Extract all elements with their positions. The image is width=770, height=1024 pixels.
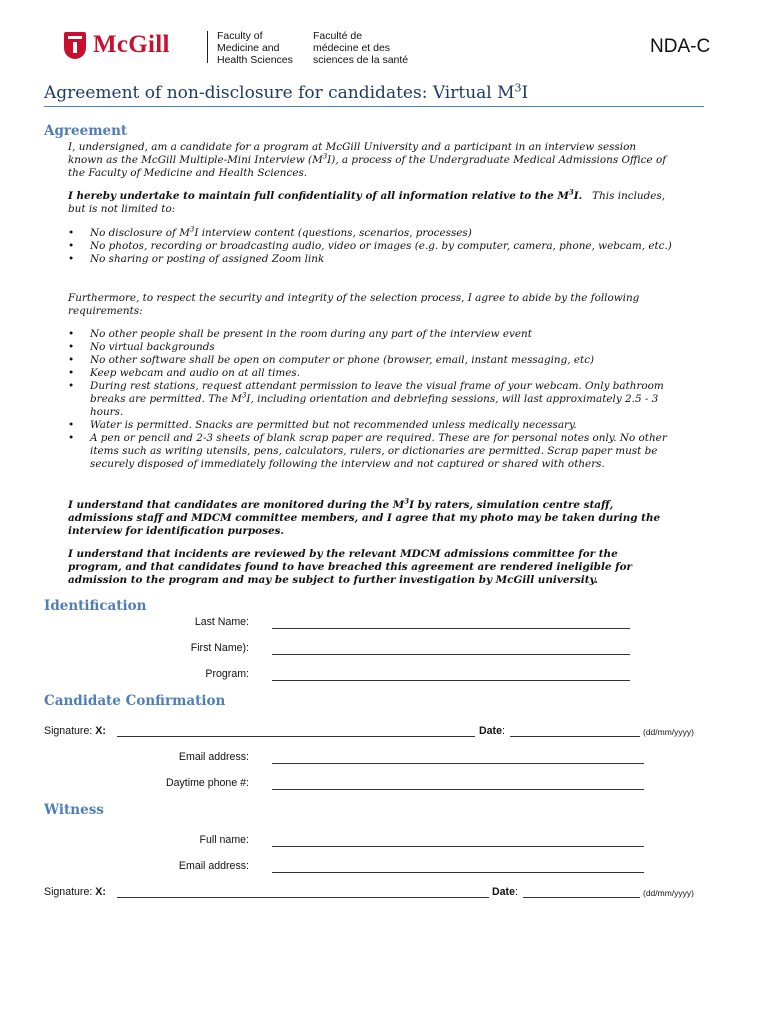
signature-x-mark: X: <box>95 886 106 898</box>
intro-text-end: I), a process of the Undergraduate Medical Admissions Office of the Faculty of Medicine and Health Sciences. <box>68 154 667 179</box>
bullet-superscript: 3 <box>189 225 195 234</box>
monitoring-paragraph <box>68 496 674 538</box>
incidents-paragraph <box>68 548 674 587</box>
undertaking-bold-end: I. <box>573 190 583 202</box>
req-superscript: 3 <box>241 391 247 400</box>
witness-date-label <box>492 886 518 898</box>
list-item: • No other software shall be open on computer or phone (browser, email, instant messaging, etc) <box>68 354 674 367</box>
witness-email-field[interactable] <box>272 872 644 873</box>
program-label: Program: <box>205 668 249 680</box>
bullet-text: No disclosure of M <box>90 227 190 239</box>
candidate-signature-label <box>44 725 106 737</box>
witness-signature-label <box>44 886 106 898</box>
requirements-list <box>68 328 674 471</box>
disclosure-list <box>68 227 674 266</box>
candidate-confirmation-heading: Candidate Confirmation <box>44 693 226 709</box>
undertaking-bold: I hereby undertake to maintain full confidentiality of all information relative to the M <box>68 190 569 202</box>
witness-signature-field[interactable] <box>117 897 489 898</box>
identification-heading: Identification <box>44 598 147 614</box>
title-text: Agreement of non-disclosure for candidates: Virtual M <box>44 83 515 103</box>
first-name-field[interactable] <box>272 654 630 655</box>
faculty-en-line: Medicine and <box>217 42 280 54</box>
list-item: • No virtual backgrounds <box>68 341 674 354</box>
mcgill-logo <box>64 31 170 59</box>
faculty-en-line: Health Sciences <box>217 54 293 66</box>
faculty-fr-line: sciences de la santé <box>313 54 409 66</box>
candidate-signature-field[interactable] <box>117 736 475 737</box>
faculty-name-english <box>217 30 293 66</box>
list-item: • Keep webcam and audio on at all times. <box>68 367 674 380</box>
title-underline <box>44 106 704 107</box>
date-colon: : <box>514 886 518 898</box>
incidents-text: I understand that incidents are reviewed by the relevant MDCM admissions committee for the program, and that candidates found to have breached this agreement are rendered ineligible for admission to the program and may be subject to further investigation by McGill university. <box>68 548 632 586</box>
date-label-text: Date <box>492 886 515 898</box>
candidate-date-field[interactable] <box>510 736 640 737</box>
title-superscript: 3 <box>514 81 522 95</box>
req-text: During rest stations, request attendant permission to leave the visual frame of your webcam. Only bathroom breaks are permitted. The M <box>90 380 664 405</box>
candidate-date-label <box>479 725 505 737</box>
last-name-field[interactable] <box>272 628 630 629</box>
mcgill-crest-icon <box>64 32 86 59</box>
list-item: • No sharing or posting of assigned Zoom link <box>68 253 674 266</box>
date-colon: : <box>501 725 505 737</box>
agreement-intro <box>68 141 674 180</box>
program-field[interactable] <box>272 680 630 681</box>
last-name-label: Last Name: <box>194 616 249 628</box>
witness-name-field[interactable] <box>272 846 644 847</box>
list-item: • Water is permitted. Snacks are permitted but not recommended unless medically necessary. <box>68 419 674 432</box>
bullet-text-end: I interview content (questions, scenarios, processes) <box>194 227 472 239</box>
logo-wordmark: McGill <box>93 31 170 58</box>
faculty-en-line: Faculty of <box>217 30 263 42</box>
list-item: • A pen or pencil and 2-3 sheets of blank scrap paper are required. These are for personal notes only. No other items such as writing utensils, pens, calculators, rulers, or dictionaries are permitted. Scrap paper must be securely disposed of immediately following the interview and not captured or shared with others. <box>68 432 674 471</box>
header-divider <box>207 31 208 63</box>
signature-label-text: Signature: <box>44 886 96 898</box>
title-suffix: I <box>521 83 529 103</box>
req-text-end: I, including orientation and debriefing sessions, will last approximately 2.5 - 3 hours. <box>90 393 659 418</box>
monitor-text-end: I by raters, simulation centre staff, admissions staff and MDCM committee members, and I agree that my photo may be taken during the interview for identification purposes. <box>68 499 661 537</box>
intro-superscript: 3 <box>322 152 328 161</box>
witness-email-label: Email address: <box>178 860 249 872</box>
witness-date-format: (dd/mm/yyyy) <box>643 888 694 898</box>
list-item: • No photos, recording or broadcasting audio, video or images (e.g. by computer, camera, phone, webcam, etc.) <box>68 240 674 253</box>
witness-name-label: Full name: <box>199 834 249 846</box>
candidate-date-format: (dd/mm/yyyy) <box>643 727 694 737</box>
signature-label-text: Signature: <box>44 725 96 737</box>
page-title <box>44 83 528 103</box>
faculty-fr-line: médecine et des <box>313 42 391 54</box>
monitor-text: I understand that candidates are monitored during the M <box>68 499 405 511</box>
agreement-heading: Agreement <box>44 123 128 139</box>
list-item <box>68 227 674 240</box>
monitor-superscript: 3 <box>404 496 410 506</box>
faculty-name-french <box>313 30 408 66</box>
witness-heading: Witness <box>44 802 104 818</box>
form-code: NDA-C <box>650 36 711 57</box>
date-label-text: Date <box>479 725 502 737</box>
candidate-phone-field[interactable] <box>272 789 644 790</box>
faculty-fr-line: Faculté de <box>313 30 363 42</box>
candidate-phone-label: Daytime phone #: <box>165 777 249 789</box>
signature-x-mark: X: <box>95 725 106 737</box>
list-item: • No other people shall be present in the room during any part of the interview event <box>68 328 674 341</box>
candidate-email-label: Email address: <box>178 751 249 763</box>
undertaking-paragraph <box>68 187 674 216</box>
list-item <box>68 380 674 419</box>
candidate-email-field[interactable] <box>272 763 644 764</box>
witness-date-field[interactable] <box>523 897 640 898</box>
intro-text: I, undersigned, am a candidate for a program at McGill University and a participant in an interview session known as the McGill Multiple-Mini Interview (M <box>68 141 637 166</box>
undertaking-rest: This includes, but is not limited to: <box>68 190 666 215</box>
furthermore-paragraph: Furthermore, to respect the security and integrity of the selection process, I agree to abide by the following requirements: <box>68 292 640 317</box>
first-name-label: First Name): <box>190 642 249 654</box>
undertaking-superscript: 3 <box>568 187 574 197</box>
